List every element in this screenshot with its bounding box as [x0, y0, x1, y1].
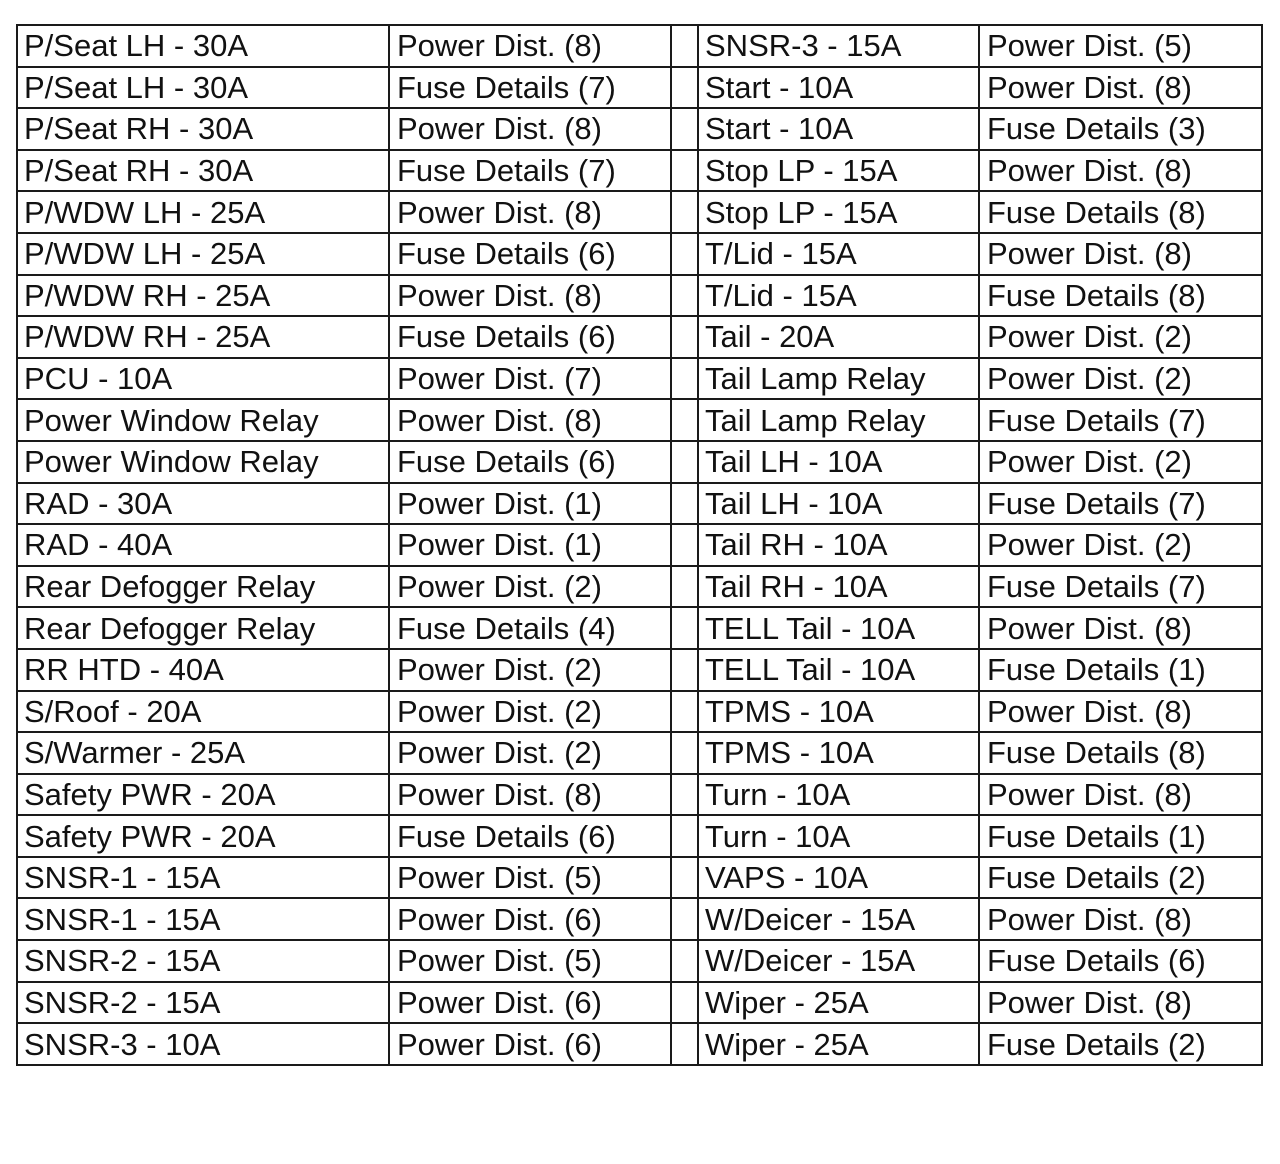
left-location-cell: Power Dist. (8) [389, 275, 671, 317]
right-location-cell: Fuse Details (7) [979, 399, 1262, 441]
left-location-cell: Power Dist. (5) [389, 857, 671, 899]
table-row [17, 940, 1262, 982]
left-location-cell: Fuse Details (6) [389, 233, 671, 275]
column-gap [671, 483, 698, 525]
left-location-cell: Power Dist. (8) [389, 399, 671, 441]
left-fuse-cell: Safety PWR - 20A [17, 815, 389, 857]
right-location-cell: Power Dist. (2) [979, 441, 1262, 483]
right-fuse-cell: TPMS - 10A [698, 732, 979, 774]
right-fuse-cell: Start - 10A [698, 67, 979, 109]
left-location-cell: Power Dist. (6) [389, 982, 671, 1024]
right-location-cell: Power Dist. (2) [979, 316, 1262, 358]
right-fuse-cell: Wiper - 25A [698, 982, 979, 1024]
left-fuse-cell: P/WDW LH - 25A [17, 233, 389, 275]
column-gap [671, 774, 698, 816]
right-fuse-cell: T/Lid - 15A [698, 233, 979, 275]
right-location-cell: Power Dist. (8) [979, 607, 1262, 649]
table-row [17, 483, 1262, 525]
table-row [17, 441, 1262, 483]
left-fuse-cell: Rear Defogger Relay [17, 566, 389, 608]
right-location-cell: Power Dist. (8) [979, 898, 1262, 940]
right-location-cell: Fuse Details (7) [979, 566, 1262, 608]
column-gap [671, 399, 698, 441]
left-location-cell: Fuse Details (7) [389, 150, 671, 192]
right-fuse-cell: Stop LP - 15A [698, 191, 979, 233]
table-row [17, 732, 1262, 774]
right-fuse-cell: Tail Lamp Relay [698, 399, 979, 441]
right-fuse-cell: Stop LP - 15A [698, 150, 979, 192]
right-location-cell: Fuse Details (3) [979, 108, 1262, 150]
right-fuse-cell: Tail RH - 10A [698, 566, 979, 608]
left-fuse-cell: RAD - 30A [17, 483, 389, 525]
left-location-cell: Power Dist. (1) [389, 483, 671, 525]
column-gap [671, 191, 698, 233]
left-fuse-cell: S/Roof - 20A [17, 691, 389, 733]
table-row [17, 1023, 1262, 1065]
table-row [17, 649, 1262, 691]
left-fuse-cell: SNSR-1 - 15A [17, 857, 389, 899]
left-location-cell: Power Dist. (8) [389, 191, 671, 233]
column-gap [671, 275, 698, 317]
right-fuse-cell: Tail - 20A [698, 316, 979, 358]
left-fuse-cell: P/WDW LH - 25A [17, 191, 389, 233]
column-gap [671, 150, 698, 192]
right-location-cell: Power Dist. (2) [979, 358, 1262, 400]
right-location-cell: Power Dist. (8) [979, 982, 1262, 1024]
left-location-cell: Power Dist. (5) [389, 940, 671, 982]
table-row [17, 982, 1262, 1024]
column-gap [671, 316, 698, 358]
column-gap [671, 857, 698, 899]
column-gap [671, 524, 698, 566]
left-fuse-cell: RAD - 40A [17, 524, 389, 566]
table-row [17, 857, 1262, 899]
right-fuse-cell: W/Deicer - 15A [698, 898, 979, 940]
right-fuse-cell: TELL Tail - 10A [698, 649, 979, 691]
left-fuse-cell: RR HTD - 40A [17, 649, 389, 691]
right-location-cell: Power Dist. (5) [979, 25, 1262, 67]
column-gap [671, 982, 698, 1024]
right-fuse-cell: Tail LH - 10A [698, 483, 979, 525]
left-location-cell: Power Dist. (1) [389, 524, 671, 566]
left-fuse-cell: Rear Defogger Relay [17, 607, 389, 649]
column-gap [671, 898, 698, 940]
right-fuse-cell: Start - 10A [698, 108, 979, 150]
right-fuse-cell: Tail Lamp Relay [698, 358, 979, 400]
left-fuse-cell: P/Seat RH - 30A [17, 108, 389, 150]
table-row [17, 150, 1262, 192]
table-row [17, 815, 1262, 857]
table-row [17, 275, 1262, 317]
table-row [17, 108, 1262, 150]
right-fuse-cell: Turn - 10A [698, 815, 979, 857]
left-fuse-cell: P/Seat LH - 30A [17, 67, 389, 109]
column-gap [671, 233, 698, 275]
left-location-cell: Power Dist. (6) [389, 898, 671, 940]
right-fuse-cell: Wiper - 25A [698, 1023, 979, 1065]
left-fuse-cell: Safety PWR - 20A [17, 774, 389, 816]
column-gap [671, 108, 698, 150]
right-location-cell: Power Dist. (8) [979, 691, 1262, 733]
left-fuse-cell: Power Window Relay [17, 399, 389, 441]
column-gap [671, 691, 698, 733]
left-fuse-cell: SNSR-2 - 15A [17, 940, 389, 982]
right-location-cell: Power Dist. (8) [979, 150, 1262, 192]
right-fuse-cell: TELL Tail - 10A [698, 607, 979, 649]
column-gap [671, 607, 698, 649]
left-fuse-cell: SNSR-1 - 15A [17, 898, 389, 940]
fuse-table-body [17, 25, 1262, 1065]
column-gap [671, 649, 698, 691]
left-fuse-cell: P/WDW RH - 25A [17, 316, 389, 358]
left-fuse-cell: S/Warmer - 25A [17, 732, 389, 774]
column-gap [671, 732, 698, 774]
left-location-cell: Power Dist. (8) [389, 25, 671, 67]
left-location-cell: Fuse Details (6) [389, 815, 671, 857]
left-location-cell: Fuse Details (6) [389, 441, 671, 483]
right-location-cell: Power Dist. (8) [979, 67, 1262, 109]
left-location-cell: Power Dist. (6) [389, 1023, 671, 1065]
right-fuse-cell: T/Lid - 15A [698, 275, 979, 317]
column-gap [671, 25, 698, 67]
right-fuse-cell: Tail RH - 10A [698, 524, 979, 566]
right-location-cell: Fuse Details (1) [979, 815, 1262, 857]
left-location-cell: Power Dist. (2) [389, 566, 671, 608]
right-location-cell: Fuse Details (2) [979, 857, 1262, 899]
table-row [17, 233, 1262, 275]
left-location-cell: Power Dist. (8) [389, 108, 671, 150]
table-row [17, 524, 1262, 566]
right-fuse-cell: TPMS - 10A [698, 691, 979, 733]
right-fuse-cell: Turn - 10A [698, 774, 979, 816]
right-location-cell: Fuse Details (8) [979, 275, 1262, 317]
table-row [17, 691, 1262, 733]
left-location-cell: Fuse Details (7) [389, 67, 671, 109]
right-location-cell: Fuse Details (8) [979, 732, 1262, 774]
left-location-cell: Power Dist. (2) [389, 691, 671, 733]
column-gap [671, 67, 698, 109]
right-location-cell: Fuse Details (6) [979, 940, 1262, 982]
table-row [17, 25, 1262, 67]
right-fuse-cell: VAPS - 10A [698, 857, 979, 899]
left-fuse-cell: SNSR-3 - 10A [17, 1023, 389, 1065]
left-fuse-cell: P/WDW RH - 25A [17, 275, 389, 317]
table-row [17, 607, 1262, 649]
table-row [17, 191, 1262, 233]
column-gap [671, 815, 698, 857]
right-location-cell: Fuse Details (2) [979, 1023, 1262, 1065]
right-location-cell: Fuse Details (8) [979, 191, 1262, 233]
left-location-cell: Fuse Details (6) [389, 316, 671, 358]
column-gap [671, 940, 698, 982]
table-row [17, 399, 1262, 441]
table-row [17, 898, 1262, 940]
right-fuse-cell: Tail LH - 10A [698, 441, 979, 483]
right-location-cell: Fuse Details (7) [979, 483, 1262, 525]
left-location-cell: Power Dist. (7) [389, 358, 671, 400]
left-location-cell: Power Dist. (8) [389, 774, 671, 816]
table-row [17, 67, 1262, 109]
right-fuse-cell: W/Deicer - 15A [698, 940, 979, 982]
right-location-cell: Fuse Details (1) [979, 649, 1262, 691]
left-location-cell: Power Dist. (2) [389, 649, 671, 691]
fuse-location-table [16, 24, 1263, 1066]
left-fuse-cell: PCU - 10A [17, 358, 389, 400]
left-location-cell: Fuse Details (4) [389, 607, 671, 649]
right-location-cell: Power Dist. (8) [979, 233, 1262, 275]
table-row [17, 358, 1262, 400]
right-location-cell: Power Dist. (2) [979, 524, 1262, 566]
table-row [17, 566, 1262, 608]
table-row [17, 316, 1262, 358]
left-fuse-cell: Power Window Relay [17, 441, 389, 483]
column-gap [671, 1023, 698, 1065]
left-fuse-cell: P/Seat RH - 30A [17, 150, 389, 192]
left-location-cell: Power Dist. (2) [389, 732, 671, 774]
right-location-cell: Power Dist. (8) [979, 774, 1262, 816]
left-fuse-cell: P/Seat LH - 30A [17, 25, 389, 67]
column-gap [671, 566, 698, 608]
left-fuse-cell: SNSR-2 - 15A [17, 982, 389, 1024]
table-row [17, 774, 1262, 816]
right-fuse-cell: SNSR-3 - 15A [698, 25, 979, 67]
column-gap [671, 358, 698, 400]
column-gap [671, 441, 698, 483]
